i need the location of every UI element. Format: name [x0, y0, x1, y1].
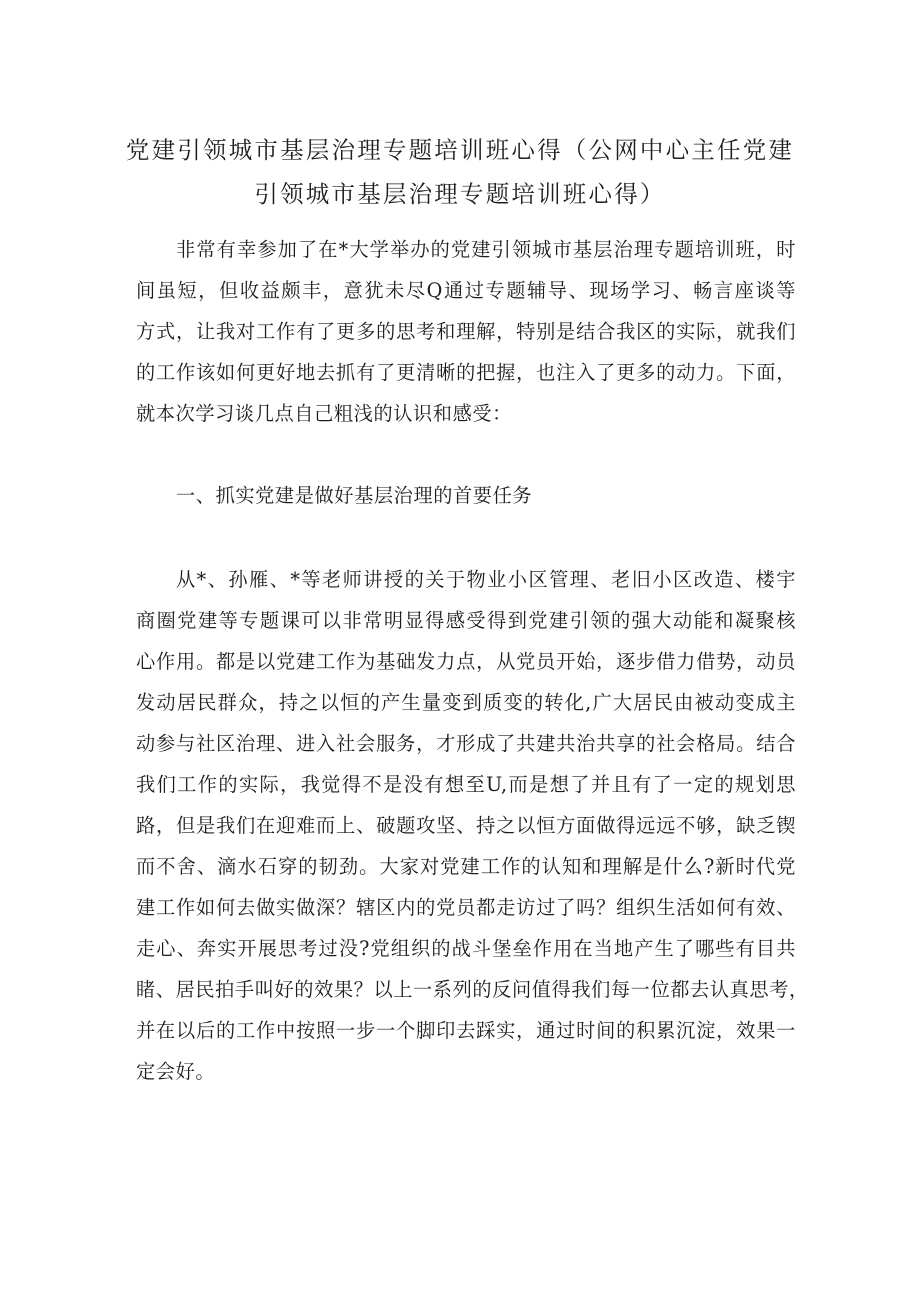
paragraph-line: 非常有幸参加了在*大学举办的党建引领城市基层治理专题培训班，时 — [176, 238, 796, 261]
paragraph-line: 路，但是我们在迎难而上、破题攻坚、持之以恒方面做得远远不够，缺乏锲 — [136, 814, 796, 837]
section-heading — [136, 475, 796, 516]
paragraph-party-building — [136, 559, 809, 1092]
section-heading-text: 一、抓实党建是做好基层治理的首要任务 — [176, 484, 533, 507]
paragraph-line: 就本次学习谈几点自己粗浅的认识和感受： — [136, 402, 512, 425]
paragraph-line: 走心、奔实开展思考过没?党组织的战斗堡垒作用在当地产生了哪些有目共 — [136, 937, 796, 960]
paragraph-intro — [136, 229, 796, 434]
paragraph-line: 动参与社区治理、进入社会服务，才形成了共建共治共享的社会格局。结合 — [136, 732, 796, 755]
paragraph-line: 定会好。 — [136, 1060, 216, 1083]
paragraph-line: 心作用。都是以党建工作为基础发力点，从党员开始，逐步借力借势，动员 — [136, 650, 796, 673]
title-line: 党建引领城市基层治理专题培训班心得（公网中心主任党建 — [125, 136, 795, 164]
paragraph-line: 睹、居民拍手叫好的效果？以上一系列的反问值得我们每一位都去认真思考， — [136, 978, 809, 1001]
paragraph-line: 我们工作的实际，我觉得不是没有想至U,而是想了并且有了一定的规划思 — [136, 773, 796, 796]
paragraph-line: 商圈党建等专题课可以非常明显得感受得到党建引领的强大动能和凝聚核 — [136, 609, 796, 632]
title-line: 引领城市基层治理专题培训班心得） — [254, 180, 666, 208]
paragraph-line: 发动居民群众，持之以恒的产生量变到质变的转化,广大居民由被动变成主 — [136, 691, 796, 714]
paragraph-line: 并在以后的工作中按照一步一个脚印去踩实，通过时间的积累沉淀，效果一 — [136, 1019, 796, 1042]
paragraph-line: 建工作如何去做实做深？辖区内的党员都走访过了吗？组织生活如何有效、 — [136, 896, 796, 919]
paragraph-line: 方式，让我对工作有了更多的思考和理解，特别是结合我区的实际，就我们 — [136, 320, 796, 343]
paragraph-line: 间虽短，但收益颇丰，意犹未尽Q通过专题辅导、现场学习、畅言座谈等 — [136, 279, 796, 302]
paragraph-line: 从*、孙雁、*等老师讲授的关于物业小区管理、老旧小区改造、楼宇 — [176, 568, 796, 591]
paragraph-line: 而不舍、滴水石穿的韧劲。大家对党建工作的认知和理解是什么?新时代党 — [136, 855, 796, 878]
paragraph-line: 的工作该如何更好地去抓有了更清晰的把握，也注入了更多的动力。下面， — [136, 361, 796, 384]
document-title — [120, 128, 800, 216]
